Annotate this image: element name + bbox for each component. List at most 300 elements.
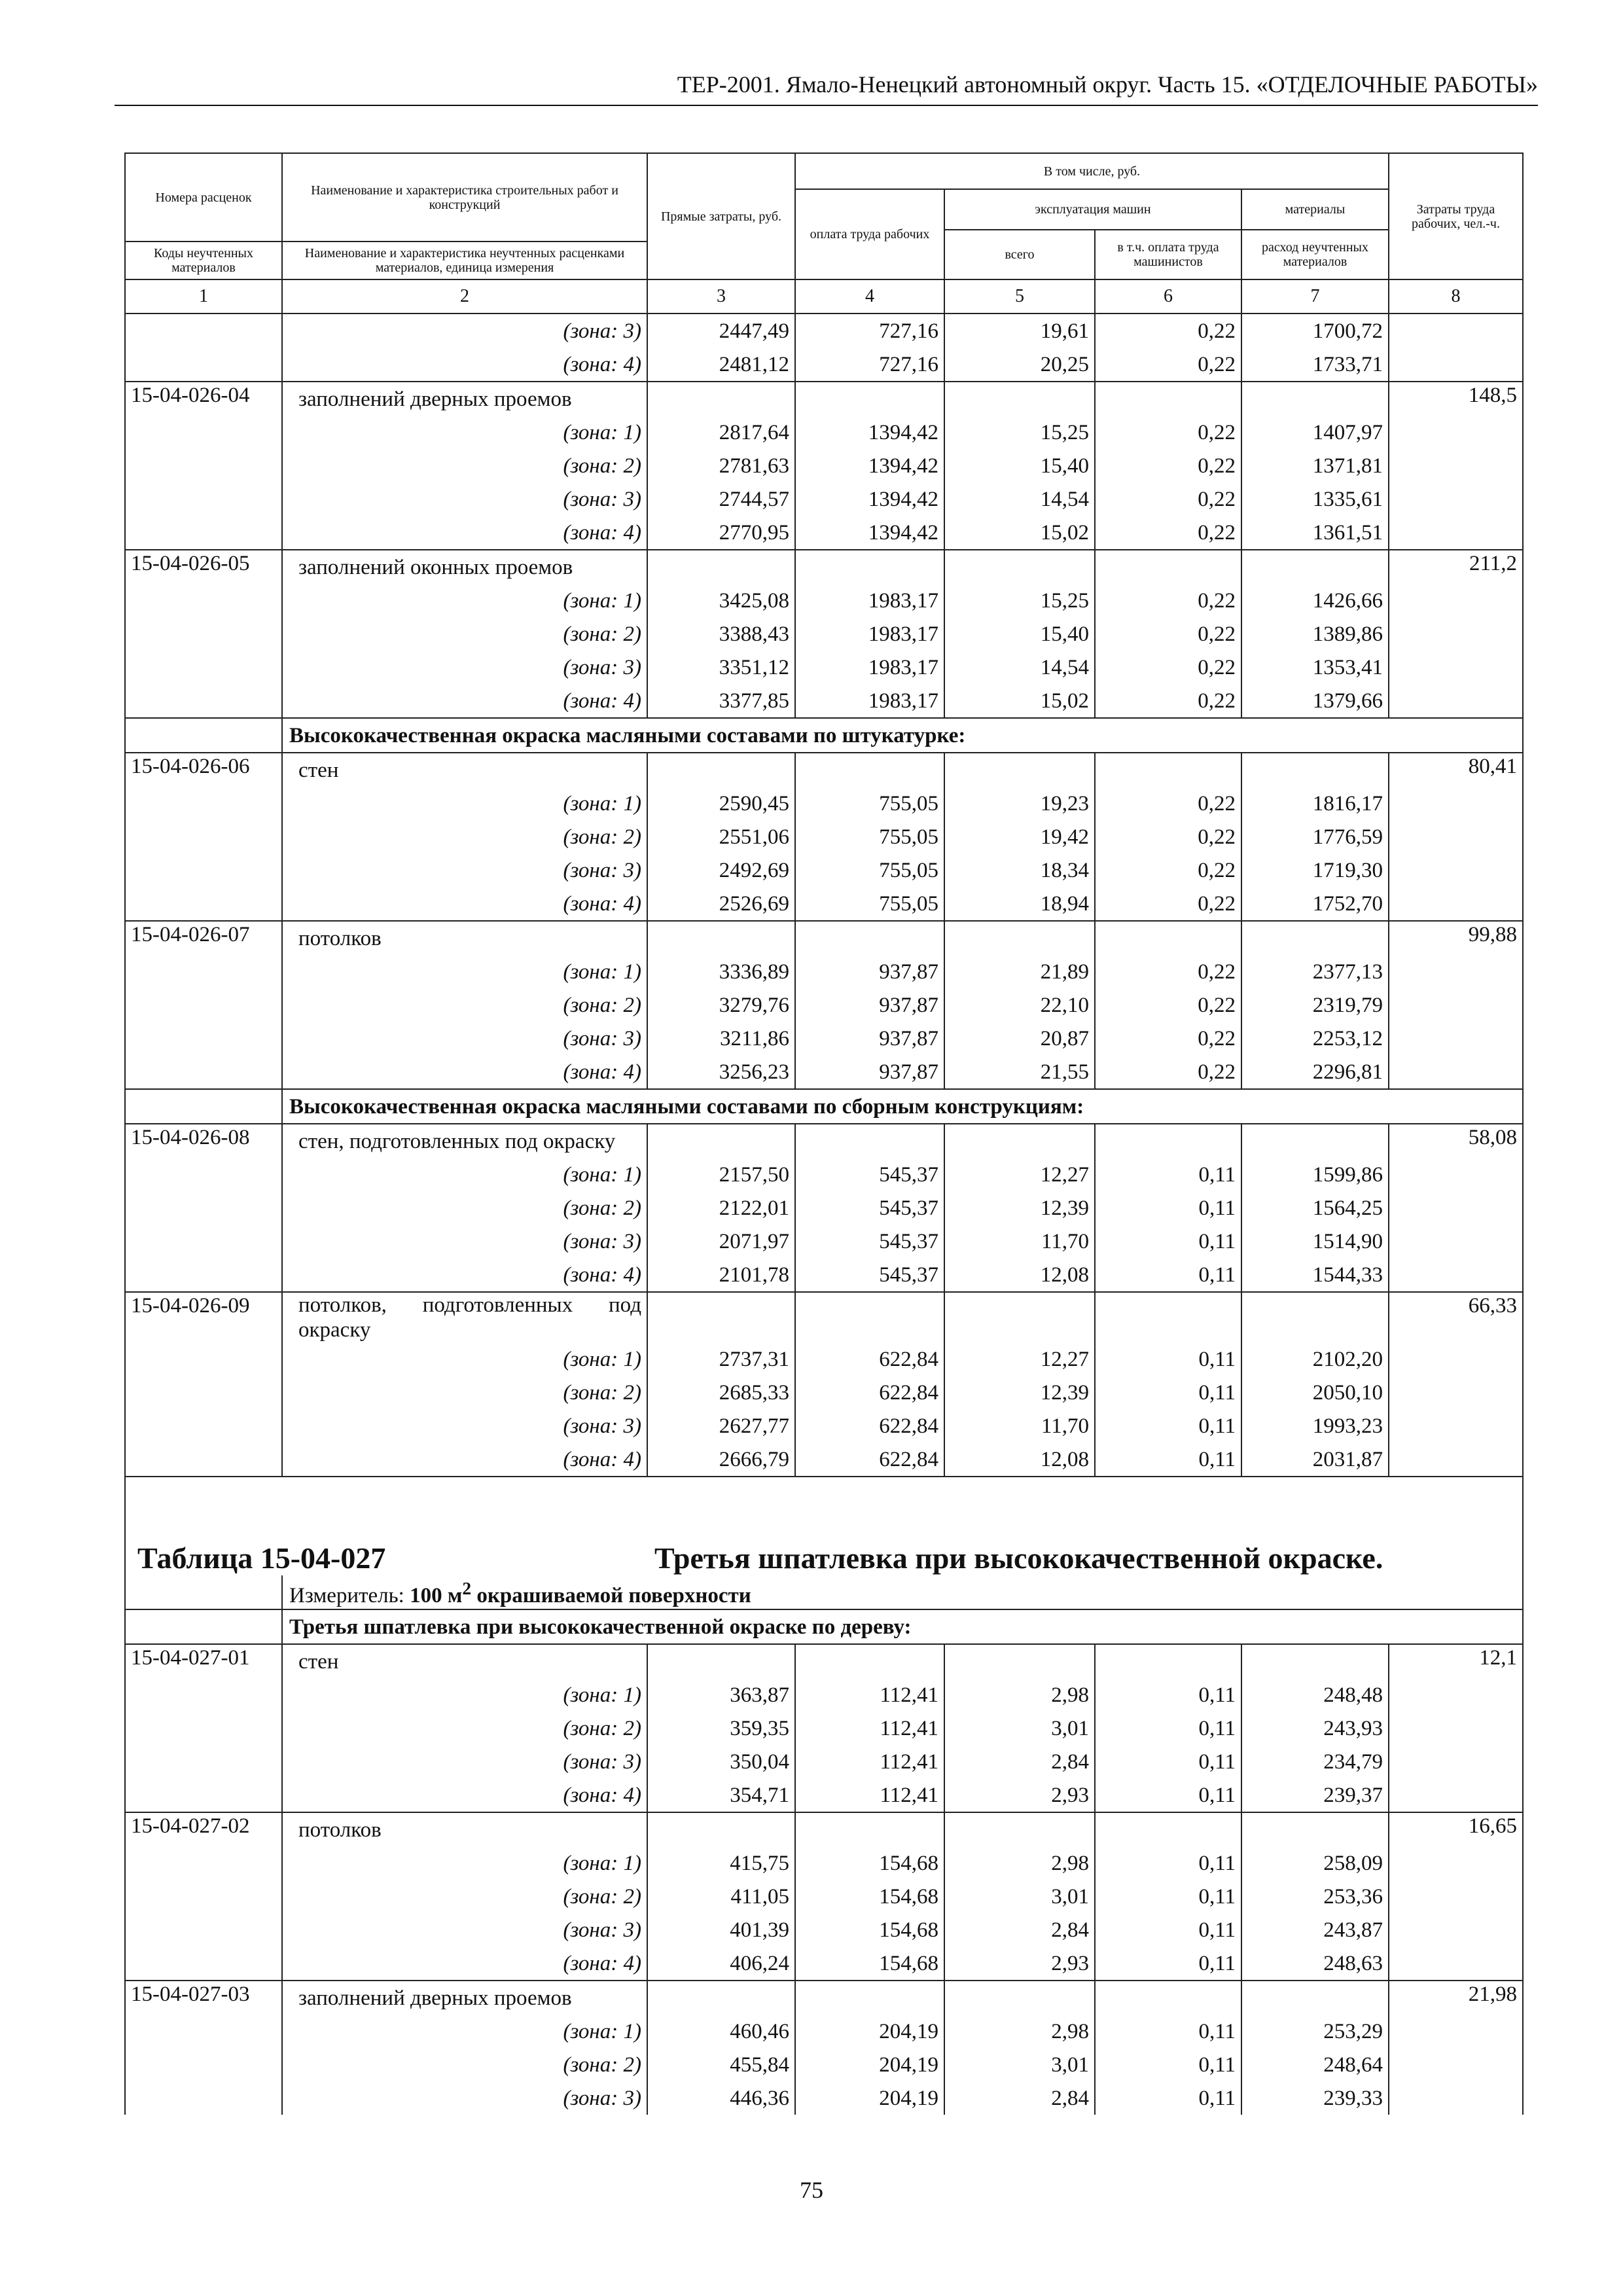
labor-cost: 211,2 xyxy=(1389,550,1523,718)
empty-cell xyxy=(647,382,795,416)
materials-value: 2296,81 xyxy=(1241,1055,1389,1089)
empty-cell xyxy=(1241,1292,1389,1342)
machinist-pay-value: 0,22 xyxy=(1095,1055,1241,1089)
section-spacer xyxy=(125,1089,282,1124)
direct-cost-value: 359,35 xyxy=(647,1712,795,1745)
zone-label: (зона: 1) xyxy=(282,584,647,617)
zone-label: (зона: 4) xyxy=(282,887,647,921)
zone-label: (зона: 4) xyxy=(282,516,647,550)
zone-label: (зона: 2) xyxy=(282,449,647,482)
empty-cell xyxy=(944,1292,1095,1342)
machine-total-value: 3,01 xyxy=(944,1712,1095,1745)
materials-value: 1752,70 xyxy=(1241,887,1389,921)
materials-value: 253,29 xyxy=(1241,2015,1389,2048)
section-heading-row xyxy=(125,718,1523,753)
rate-description: стен xyxy=(282,1644,647,1678)
labor-cost: 21,98 xyxy=(1389,1981,1523,2115)
zone-row xyxy=(125,1712,1523,1745)
labor-pay-value: 727,16 xyxy=(795,314,944,348)
labor-pay-value: 755,05 xyxy=(795,787,944,820)
empty-cell xyxy=(1095,550,1241,584)
machine-total-value: 2,84 xyxy=(944,2081,1095,2115)
direct-cost-value: 2590,45 xyxy=(647,787,795,820)
labor-pay-value: 545,37 xyxy=(795,1191,944,1225)
materials-value: 2319,79 xyxy=(1241,988,1389,1022)
zone-row xyxy=(125,2015,1523,2048)
empty-cell xyxy=(647,1644,795,1678)
direct-cost-value: 2481,12 xyxy=(647,348,795,382)
machinist-pay-value: 0,22 xyxy=(1095,516,1241,550)
machinist-pay-value: 0,22 xyxy=(1095,449,1241,482)
empty-cell xyxy=(795,1812,944,1846)
machinist-pay-value: 0,22 xyxy=(1095,416,1241,449)
measure-label: Измеритель: xyxy=(289,1584,404,1607)
empty-cell xyxy=(647,921,795,955)
materials-value: 239,37 xyxy=(1241,1778,1389,1812)
empty-cell xyxy=(944,550,1095,584)
machinist-pay-value: 0,11 xyxy=(1095,2081,1241,2115)
rate-code: 15-04-027-01 xyxy=(125,1644,282,1812)
labor-pay-value: 204,19 xyxy=(795,2048,944,2081)
zone-label: (зона: 3) xyxy=(282,1225,647,1258)
rate-code: 15-04-026-09 xyxy=(125,1292,282,1477)
column-number: 4 xyxy=(795,279,944,314)
header-work-name: Наименование и характеристика строительных работ и конструкций xyxy=(282,153,647,242)
empty-cell xyxy=(1095,1812,1241,1846)
empty-cell xyxy=(944,921,1095,955)
machine-total-value: 15,25 xyxy=(944,584,1095,617)
zone-label: (зона: 1) xyxy=(282,955,647,988)
rate-description: потолков, подготовленных под окраску xyxy=(282,1292,647,1342)
zone-label: (зона: 1) xyxy=(282,416,647,449)
rate-code: 15-04-026-08 xyxy=(125,1124,282,1292)
direct-cost-value: 411,05 xyxy=(647,1880,795,1913)
zone-label: (зона: 1) xyxy=(282,1678,647,1712)
machine-total-value: 18,94 xyxy=(944,887,1095,921)
labor-pay-value: 1983,17 xyxy=(795,617,944,651)
direct-cost-value: 3336,89 xyxy=(647,955,795,988)
machine-total-value: 19,61 xyxy=(944,314,1095,348)
machine-total-value: 2,93 xyxy=(944,1946,1095,1981)
direct-cost-value: 415,75 xyxy=(647,1846,795,1880)
labor-pay-value: 755,05 xyxy=(795,820,944,853)
empty-cell xyxy=(1095,382,1241,416)
rate-item-row xyxy=(125,753,1523,787)
zone-row xyxy=(125,887,1523,921)
direct-cost-value: 3388,43 xyxy=(647,617,795,651)
machine-total-value: 3,01 xyxy=(944,1880,1095,1913)
labor-pay-value: 112,41 xyxy=(795,1712,944,1745)
column-number: 6 xyxy=(1095,279,1241,314)
direct-cost-value: 2666,79 xyxy=(647,1443,795,1477)
machinist-pay-value: 0,22 xyxy=(1095,684,1241,718)
labor-pay-value: 1394,42 xyxy=(795,416,944,449)
machine-total-value: 21,55 xyxy=(944,1055,1095,1089)
machine-total-value: 12,39 xyxy=(944,1376,1095,1409)
zone-row xyxy=(125,416,1523,449)
zone-label: (зона: 4) xyxy=(282,348,647,382)
labor-pay-value: 545,37 xyxy=(795,1225,944,1258)
zone-row xyxy=(125,1225,1523,1258)
labor-cost: 12,1 xyxy=(1389,1644,1523,1812)
direct-cost-value: 455,84 xyxy=(647,2048,795,2081)
zone-row xyxy=(125,1678,1523,1712)
column-number: 3 xyxy=(647,279,795,314)
labor-pay-value: 154,68 xyxy=(795,1846,944,1880)
labor-pay-value: 154,68 xyxy=(795,1913,944,1946)
machinist-pay-value: 0,11 xyxy=(1095,1745,1241,1778)
header-material-codes: Коды неучтенных материалов xyxy=(125,242,282,279)
header-labor-costs: Затраты труда рабочих, чел.-ч. xyxy=(1389,153,1523,279)
rate-code-empty xyxy=(125,314,282,382)
materials-value: 1407,97 xyxy=(1241,416,1389,449)
rate-item-row xyxy=(125,1292,1523,1342)
empty-cell xyxy=(1095,921,1241,955)
zone-label: (зона: 4) xyxy=(282,1443,647,1477)
machine-total-value: 2,84 xyxy=(944,1913,1095,1946)
rate-description: заполнений оконных проемов xyxy=(282,550,647,584)
empty-cell xyxy=(1241,1981,1389,2015)
labor-cost: 99,88 xyxy=(1389,921,1523,1089)
zone-label: (зона: 2) xyxy=(282,617,647,651)
materials-value: 1719,30 xyxy=(1241,853,1389,887)
section-heading: Высококачественная окраска масляными составами по штукатурке: xyxy=(282,718,1523,753)
zone-label: (зона: 3) xyxy=(282,482,647,516)
rate-code: 15-04-026-04 xyxy=(125,382,282,550)
page-number: 75 xyxy=(800,2177,823,2203)
materials-value: 248,63 xyxy=(1241,1946,1389,1981)
direct-cost-value: 3377,85 xyxy=(647,684,795,718)
column-number: 2 xyxy=(282,279,647,314)
machinist-pay-value: 0,11 xyxy=(1095,2048,1241,2081)
zone-label: (зона: 3) xyxy=(282,853,647,887)
direct-cost-value: 2817,64 xyxy=(647,416,795,449)
empty-cell xyxy=(944,1981,1095,2015)
zone-label: (зона: 4) xyxy=(282,1055,647,1089)
zone-row xyxy=(125,1022,1523,1055)
direct-cost-value: 2737,31 xyxy=(647,1342,795,1376)
rate-code: 15-04-027-03 xyxy=(125,1981,282,2115)
labor-cost: 148,5 xyxy=(1389,382,1523,550)
zone-row xyxy=(125,1443,1523,1477)
header-materials: материалы xyxy=(1241,189,1389,230)
zone-label: (зона: 3) xyxy=(282,651,647,684)
section-heading-row xyxy=(125,1609,1523,1644)
machinist-pay-value: 0,22 xyxy=(1095,787,1241,820)
rate-description: заполнений дверных проемов xyxy=(282,1981,647,2015)
direct-cost-value: 2744,57 xyxy=(647,482,795,516)
empty-cell xyxy=(1241,921,1389,955)
labor-pay-value: 755,05 xyxy=(795,853,944,887)
labor-pay-value: 154,68 xyxy=(795,1946,944,1981)
materials-value: 2253,12 xyxy=(1241,1022,1389,1055)
labor-pay-value: 937,87 xyxy=(795,1022,944,1055)
machinist-pay-value: 0,11 xyxy=(1095,1712,1241,1745)
rate-description: потолков xyxy=(282,1812,647,1846)
machine-total-value: 15,40 xyxy=(944,617,1095,651)
zone-label: (зона: 4) xyxy=(282,1778,647,1812)
materials-value: 1564,25 xyxy=(1241,1191,1389,1225)
materials-value: 248,64 xyxy=(1241,2048,1389,2081)
empty-cell xyxy=(647,1124,795,1158)
zone-row xyxy=(125,1342,1523,1376)
machine-total-value: 2,98 xyxy=(944,2015,1095,2048)
zone-label: (зона: 3) xyxy=(282,1022,647,1055)
empty-cell xyxy=(795,1981,944,2015)
section-heading: Третья шпатлевка при высококачественной окраске по дереву: xyxy=(282,1609,1523,1644)
rate-code: 15-04-026-07 xyxy=(125,921,282,1089)
machine-total-value: 12,39 xyxy=(944,1191,1095,1225)
materials-value: 258,09 xyxy=(1241,1846,1389,1880)
empty-cell xyxy=(1095,1981,1241,2015)
labor-cost: 58,08 xyxy=(1389,1124,1523,1292)
direct-cost-value: 460,46 xyxy=(647,2015,795,2048)
empty-cell xyxy=(944,382,1095,416)
zone-row xyxy=(125,684,1523,718)
section-heading-row xyxy=(125,1089,1523,1124)
empty-cell xyxy=(647,1981,795,2015)
rate-description: стен, подготовленных под окраску xyxy=(282,1124,647,1158)
empty-cell xyxy=(944,1124,1095,1158)
machine-total-value: 2,93 xyxy=(944,1778,1095,1812)
direct-cost-value: 2551,06 xyxy=(647,820,795,853)
zone-row xyxy=(125,1778,1523,1812)
machine-total-value: 14,54 xyxy=(944,651,1095,684)
labor-pay-value: 622,84 xyxy=(795,1376,944,1409)
materials-value: 1426,66 xyxy=(1241,584,1389,617)
materials-value: 2031,87 xyxy=(1241,1443,1389,1477)
table-title: Третья шпатлевка при высококачественной окраске. xyxy=(654,1541,1383,1575)
direct-cost-value: 406,24 xyxy=(647,1946,795,1981)
header-machines-total: всего xyxy=(944,230,1095,279)
rate-item-row xyxy=(125,1812,1523,1846)
labor-cost-empty xyxy=(1389,314,1523,382)
direct-cost-value: 2071,97 xyxy=(647,1225,795,1258)
machine-total-value: 12,08 xyxy=(944,1258,1095,1292)
zone-row xyxy=(125,1158,1523,1191)
column-number: 1 xyxy=(125,279,282,314)
zone-row xyxy=(125,617,1523,651)
zone-label: (зона: 1) xyxy=(282,1158,647,1191)
direct-cost-value: 3279,76 xyxy=(647,988,795,1022)
zone-row xyxy=(125,1913,1523,1946)
zone-label: (зона: 1) xyxy=(282,1846,647,1880)
zone-row xyxy=(125,1880,1523,1913)
labor-pay-value: 937,87 xyxy=(795,955,944,988)
measure-rest: окрашиваемой поверхности xyxy=(471,1584,751,1607)
empty-cell xyxy=(795,382,944,416)
zone-label: (зона: 2) xyxy=(282,1712,647,1745)
direct-cost-value: 2101,78 xyxy=(647,1258,795,1292)
materials-value: 1514,90 xyxy=(1241,1225,1389,1258)
zone-row xyxy=(125,2048,1523,2081)
column-number: 8 xyxy=(1389,279,1523,314)
empty-cell xyxy=(1241,550,1389,584)
zone-label: (зона: 2) xyxy=(282,1376,647,1409)
labor-cost: 66,33 xyxy=(1389,1292,1523,1477)
materials-value: 1335,61 xyxy=(1241,482,1389,516)
labor-pay-value: 112,41 xyxy=(795,1778,944,1812)
machinist-pay-value: 0,11 xyxy=(1095,1258,1241,1292)
materials-value: 234,79 xyxy=(1241,1745,1389,1778)
materials-value: 1700,72 xyxy=(1241,314,1389,348)
measure-row xyxy=(125,1575,1523,1609)
empty-cell xyxy=(795,753,944,787)
zone-label: (зона: 3) xyxy=(282,314,647,348)
machine-total-value: 14,54 xyxy=(944,482,1095,516)
machine-total-value: 20,25 xyxy=(944,348,1095,382)
labor-cost: 16,65 xyxy=(1389,1812,1523,1981)
empty-cell xyxy=(795,550,944,584)
empty-cell xyxy=(795,1292,944,1342)
machine-total-value: 15,02 xyxy=(944,684,1095,718)
header-unaccounted-materials: расход неучтенных материалов xyxy=(1241,230,1389,279)
rate-description: потолков xyxy=(282,921,647,955)
rates-table xyxy=(124,152,1524,2115)
labor-pay-value: 622,84 xyxy=(795,1342,944,1376)
labor-pay-value: 154,68 xyxy=(795,1880,944,1913)
labor-pay-value: 1394,42 xyxy=(795,449,944,482)
labor-pay-value: 755,05 xyxy=(795,887,944,921)
labor-pay-value: 1983,17 xyxy=(795,584,944,617)
zone-label: (зона: 1) xyxy=(282,1342,647,1376)
direct-cost-value: 2781,63 xyxy=(647,449,795,482)
machine-total-value: 15,40 xyxy=(944,449,1095,482)
materials-value: 1816,17 xyxy=(1241,787,1389,820)
zone-label: (зона: 3) xyxy=(282,1745,647,1778)
direct-cost-value: 2122,01 xyxy=(647,1191,795,1225)
labor-pay-value: 937,87 xyxy=(795,988,944,1022)
header-labor-pay: оплата труда рабочих xyxy=(795,189,944,279)
machine-total-value: 2,84 xyxy=(944,1745,1095,1778)
materials-value: 1993,23 xyxy=(1241,1409,1389,1443)
zone-row xyxy=(125,988,1523,1022)
zone-row xyxy=(125,1258,1523,1292)
empty-cell xyxy=(795,1644,944,1678)
zone-label: (зона: 4) xyxy=(282,684,647,718)
materials-value: 1544,33 xyxy=(1241,1258,1389,1292)
machinist-pay-value: 0,11 xyxy=(1095,1913,1241,1946)
materials-value: 1371,81 xyxy=(1241,449,1389,482)
labor-pay-value: 545,37 xyxy=(795,1158,944,1191)
machinist-pay-value: 0,11 xyxy=(1095,1409,1241,1443)
zone-row xyxy=(125,348,1523,382)
labor-pay-value: 204,19 xyxy=(795,2081,944,2115)
zone-row xyxy=(125,1409,1523,1443)
machine-total-value: 19,23 xyxy=(944,787,1095,820)
direct-cost-value: 2685,33 xyxy=(647,1376,795,1409)
machinist-pay-value: 0,11 xyxy=(1095,1342,1241,1376)
machine-total-value: 11,70 xyxy=(944,1409,1095,1443)
table-title-cell xyxy=(125,1477,1523,1575)
labor-pay-value: 622,84 xyxy=(795,1443,944,1477)
zone-row xyxy=(125,955,1523,988)
materials-value: 1389,86 xyxy=(1241,617,1389,651)
machinist-pay-value: 0,11 xyxy=(1095,2015,1241,2048)
zone-row xyxy=(125,584,1523,617)
machinist-pay-value: 0,22 xyxy=(1095,853,1241,887)
labor-pay-value: 727,16 xyxy=(795,348,944,382)
labor-pay-value: 204,19 xyxy=(795,2015,944,2048)
column-number: 7 xyxy=(1241,279,1389,314)
materials-value: 239,33 xyxy=(1241,2081,1389,2115)
header-machine-operation: эксплуатация машин xyxy=(944,189,1241,230)
labor-pay-value: 545,37 xyxy=(795,1258,944,1292)
zone-row xyxy=(125,1055,1523,1089)
page-header-title: ТЕР-2001. Ямало-Ненецкий автономный округ. Часть 15. «ОТДЕЛОЧНЫЕ РАБОТЫ» xyxy=(677,71,1538,98)
machine-total-value: 12,27 xyxy=(944,1158,1095,1191)
machinist-pay-value: 0,11 xyxy=(1095,1880,1241,1913)
empty-cell xyxy=(1095,753,1241,787)
machinist-pay-value: 0,22 xyxy=(1095,584,1241,617)
machinist-pay-value: 0,22 xyxy=(1095,988,1241,1022)
materials-value: 253,36 xyxy=(1241,1880,1389,1913)
labor-pay-value: 1983,17 xyxy=(795,651,944,684)
zone-label: (зона: 1) xyxy=(282,2015,647,2048)
direct-cost-value: 401,39 xyxy=(647,1913,795,1946)
zone-row xyxy=(125,787,1523,820)
machinist-pay-value: 0,22 xyxy=(1095,314,1241,348)
machinist-pay-value: 0,22 xyxy=(1095,955,1241,988)
zone-row xyxy=(125,1191,1523,1225)
rate-item-row xyxy=(125,1124,1523,1158)
machinist-pay-value: 0,11 xyxy=(1095,1158,1241,1191)
table-heading xyxy=(126,1541,1522,1575)
zone-row xyxy=(125,820,1523,853)
zone-label: (зона: 2) xyxy=(282,820,647,853)
empty-cell xyxy=(1241,1124,1389,1158)
machinist-pay-value: 0,11 xyxy=(1095,1191,1241,1225)
machine-total-value: 19,42 xyxy=(944,820,1095,853)
machine-total-value: 2,98 xyxy=(944,1678,1095,1712)
direct-cost-value: 3211,86 xyxy=(647,1022,795,1055)
header-incl-machinists: в т.ч. оплата труда машинистов xyxy=(1095,230,1241,279)
empty-cell xyxy=(647,753,795,787)
machinist-pay-value: 0,11 xyxy=(1095,1778,1241,1812)
rate-item-row xyxy=(125,550,1523,584)
rate-description: стен xyxy=(282,753,647,787)
table-number: Таблица 15-04-027 xyxy=(137,1541,386,1575)
empty-cell xyxy=(795,921,944,955)
machinist-pay-value: 0,22 xyxy=(1095,348,1241,382)
machine-total-value: 11,70 xyxy=(944,1225,1095,1258)
header-divider xyxy=(115,105,1538,106)
rate-code: 15-04-026-05 xyxy=(125,550,282,718)
table-body xyxy=(125,314,1523,2115)
machinist-pay-value: 0,11 xyxy=(1095,1678,1241,1712)
machinist-pay-value: 0,22 xyxy=(1095,617,1241,651)
labor-cost: 80,41 xyxy=(1389,753,1523,921)
zone-label: (зона: 3) xyxy=(282,1409,647,1443)
materials-value: 248,48 xyxy=(1241,1678,1389,1712)
rate-code: 15-04-027-02 xyxy=(125,1812,282,1981)
section-spacer xyxy=(125,718,282,753)
measure-exponent: 2 xyxy=(462,1578,472,1598)
zone-label: (зона: 2) xyxy=(282,1191,647,1225)
direct-cost-value: 2492,69 xyxy=(647,853,795,887)
rate-description: заполнений дверных проемов xyxy=(282,382,647,416)
machinist-pay-value: 0,22 xyxy=(1095,482,1241,516)
machinist-pay-value: 0,22 xyxy=(1095,651,1241,684)
direct-cost-value: 3425,08 xyxy=(647,584,795,617)
materials-value: 243,87 xyxy=(1241,1913,1389,1946)
empty-cell xyxy=(647,1812,795,1846)
rate-item-row xyxy=(125,921,1523,955)
machine-total-value: 15,02 xyxy=(944,516,1095,550)
materials-value: 2377,13 xyxy=(1241,955,1389,988)
materials-value: 1776,59 xyxy=(1241,820,1389,853)
zone-row xyxy=(125,1946,1523,1981)
